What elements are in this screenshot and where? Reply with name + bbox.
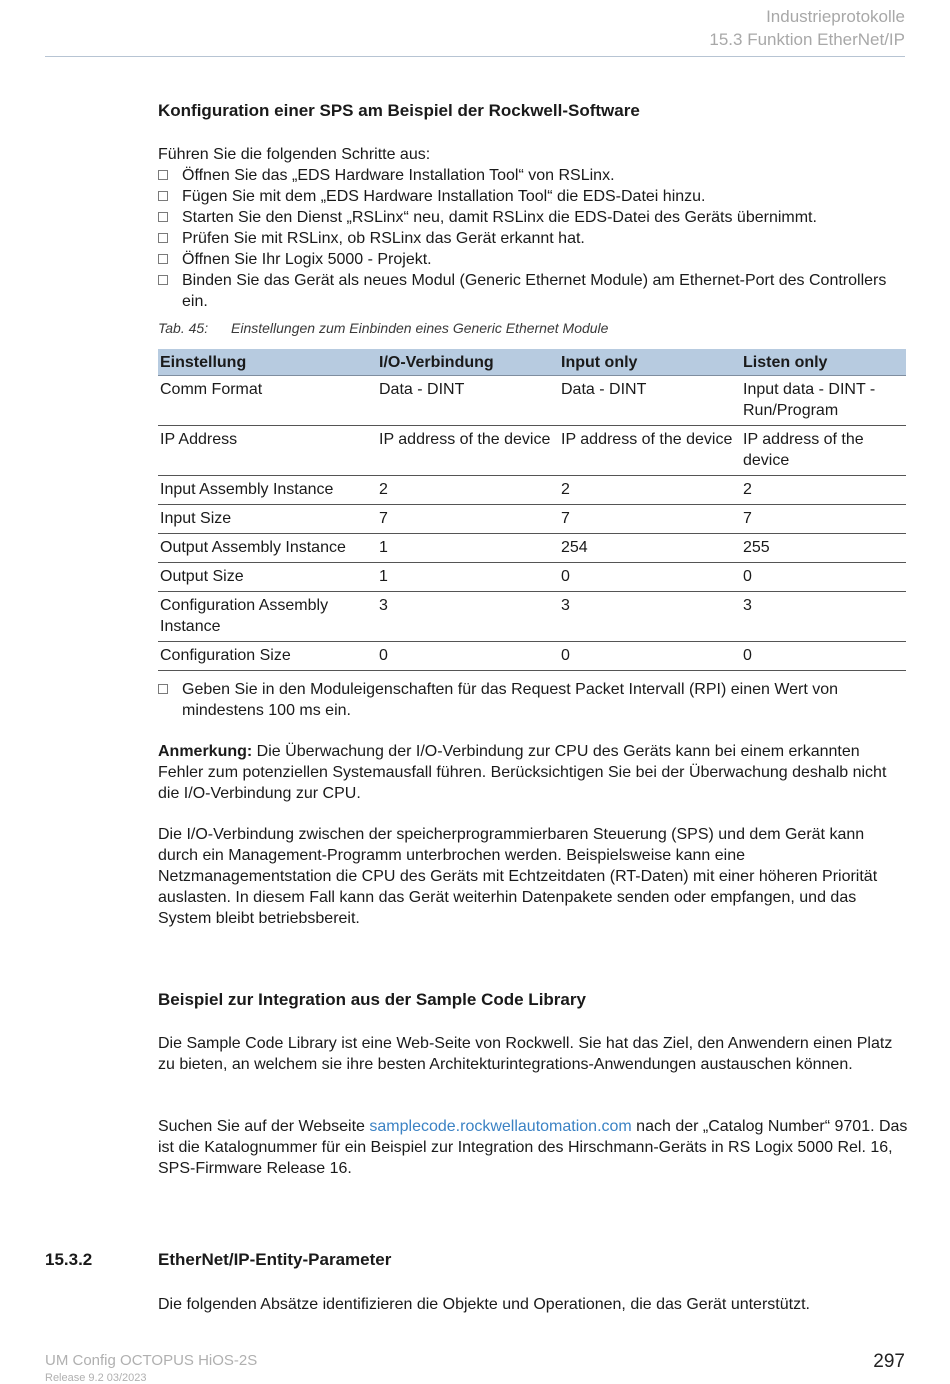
table-cell: 0: [377, 642, 559, 671]
table-row: [158, 376, 906, 426]
step-item: Starten Sie den Dienst „RSLinx“ neu, damit RSLinx die EDS-Datei des Geräts übernimmt.: [158, 207, 908, 228]
table-cell: 0: [741, 563, 906, 592]
table-cell: IP address of the device: [377, 426, 559, 476]
io-connection-paragraph: Die I/O-Verbindung zwischen der speicherprogrammierbaren Steuerung (SPS) und dem Gerät kann durch ein Management-Programm unterbrochen werden. Beispielsweise kann eine Netzmanagementstation die CPU des Geräts mit Echtzeitdaten (RT-Daten) mit einer höheren Priorität auslasten. In diesem Fall kann das Gerät weiterhin Datenpakete senden oder empfangen, und das System bleibt betriebsbereit.: [158, 826, 878, 927]
table-cell: 254: [559, 534, 741, 563]
step-item: Binden Sie das Gerät als neues Modul (Generic Ethernet Module) am Ethernet-Port des Controllers ein.: [158, 270, 908, 312]
checkbox-bullet-icon: [158, 684, 168, 694]
table-cell: Configuration Size: [158, 642, 377, 671]
table-cell: Output Size: [158, 563, 377, 592]
table-cell: Input Size: [158, 505, 377, 534]
entity-params-paragraph: Die folgenden Absätze identifizieren die Objekte und Operationen, die das Gerät unterstützt.: [158, 1296, 810, 1313]
text-run: nach der „Catalog Number“ 9701. Das ist die Katalognummer für ein Beispiel zur Integration des Hirschmann-Geräts in RS Logix 5000 Rel. 16, SPS-Firmware Release 16.: [158, 1118, 908, 1177]
table-caption-text: Einstellungen zum Einbinden eines Generic Ethernet Module: [231, 320, 609, 336]
checkbox-bullet-icon: [158, 170, 168, 180]
table-cell: IP Address: [158, 426, 377, 476]
table-cell: Input data - DINT - Run/Program: [741, 376, 906, 426]
table-row: [158, 563, 906, 592]
section-number: 15.3.2: [45, 1250, 93, 1269]
step-item: Öffnen Sie das „EDS Hardware Installation Tool“ von RSLinx.: [158, 165, 908, 186]
table-cell: Comm Format: [158, 376, 377, 426]
table-cell: 255: [741, 534, 906, 563]
table-cell: 2: [377, 476, 559, 505]
table-cell: 7: [377, 505, 559, 534]
table-row: [158, 534, 906, 563]
note-paragraph: [158, 741, 908, 804]
section-heading-entity-params: EtherNet/IP-Entity-Parameter: [158, 1250, 392, 1269]
checkbox-bullet-icon: [158, 212, 168, 222]
table-cell: 7: [559, 505, 741, 534]
settings-table: [158, 349, 906, 671]
table-cell: 0: [741, 642, 906, 671]
checkbox-bullet-icon: [158, 233, 168, 243]
running-header: [709, 5, 905, 51]
table-row: [158, 592, 906, 642]
checkbox-bullet-icon: [158, 275, 168, 285]
table-cell: 1: [377, 534, 559, 563]
table-cell: Data - DINT: [377, 376, 559, 426]
samplecode-link[interactable]: samplecode.rockwellautomation.com: [369, 1118, 632, 1135]
step-item: Öffnen Sie Ihr Logix 5000 - Projekt.: [158, 249, 908, 270]
table-header-cell: Listen only: [741, 349, 906, 376]
table-cell: 3: [377, 592, 559, 642]
text-run: Suchen Sie auf der Webseite: [158, 1118, 370, 1135]
table-cell: Configuration Assembly Instance: [158, 592, 377, 642]
note-label: Anmerkung:: [158, 743, 253, 760]
step-item-rpi: Geben Sie in den Moduleigenschaften für das Request Packet Intervall (RPI) einen Wert von mindestens 100 ms ein.: [158, 679, 908, 721]
step-item: Fügen Sie mit dem „EDS Hardware Installation Tool“ die EDS-Datei hinzu.: [158, 186, 908, 207]
table-cell: IP address of the device: [559, 426, 741, 476]
table-row: [158, 505, 906, 534]
table-cell: 3: [559, 592, 741, 642]
header-section: 15.3 Funktion EtherNet/IP: [709, 30, 905, 49]
table-row: [158, 642, 906, 671]
table-cell: 7: [741, 505, 906, 534]
page-number: 297: [873, 1351, 905, 1372]
table-header-cell: Einstellung: [158, 349, 377, 376]
header-divider: [45, 56, 905, 57]
note-text: Die Überwachung der I/O-Verbindung zur CPU des Geräts kann bei einem erkannten Fehler zum potenziellen Systemausfall führen. Berücksichtigen Sie bei der Überwachung deshalb nicht die I/O-Verbindung zur CPU.: [158, 743, 887, 802]
table-cell: Data - DINT: [559, 376, 741, 426]
table-row: [158, 476, 906, 505]
checkbox-bullet-icon: [158, 191, 168, 201]
step-item: Prüfen Sie mit RSLinx, ob RSLinx das Gerät erkannt hat.: [158, 228, 908, 249]
footer-release: Release 9.2 03/2023: [45, 1372, 147, 1384]
table-cell: 1: [377, 563, 559, 592]
table-cell: IP address of the device: [741, 426, 906, 476]
table-cell: Output Assembly Instance: [158, 534, 377, 563]
sample-code-paragraph: Die Sample Code Library ist eine Web-Seite von Rockwell. Sie hat das Ziel, den Anwendern einen Platz zu bieten, an welchem sie ihre besten Architekturintegrations-Anwendungen austauschen können.: [158, 1035, 893, 1073]
steps-intro: Führen Sie die folgenden Schritte aus:: [158, 146, 431, 163]
table-cell: 0: [559, 563, 741, 592]
table-cell: Input Assembly Instance: [158, 476, 377, 505]
table-header-row: [158, 349, 906, 376]
table-row: [158, 426, 906, 476]
table-caption: [158, 320, 608, 336]
table-cell: 2: [741, 476, 906, 505]
table-caption-number: Tab. 45:: [158, 320, 209, 336]
checkbox-bullet-icon: [158, 254, 168, 264]
catalog-search-paragraph: [158, 1116, 908, 1179]
table-header-cell: Input only: [559, 349, 741, 376]
table-header-cell: I/O-Verbindung: [377, 349, 559, 376]
section-heading-sample-code: Beispiel zur Integration aus der Sample Code Library: [158, 990, 586, 1009]
section-heading-plc-config: Konfiguration einer SPS am Beispiel der Rockwell-Software: [158, 101, 640, 120]
table-cell: 2: [559, 476, 741, 505]
table-cell: 3: [741, 592, 906, 642]
table-cell: 0: [559, 642, 741, 671]
footer-document-title: UM Config OCTOPUS HiOS-2S: [45, 1352, 258, 1369]
header-chapter: Industrieprotokolle: [766, 7, 905, 26]
